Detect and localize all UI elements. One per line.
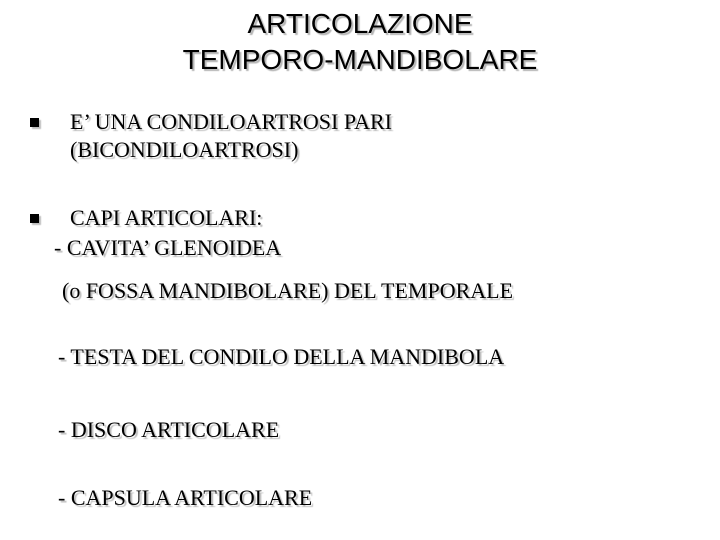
sub-item-capsula: - CAPSULA ARTICOLARE: [58, 485, 313, 510]
sub-item-cavita: - CAVITA’ GLENOIDEA: [54, 235, 282, 260]
slide-title-line-2: TEMPORO-MANDIBOLARE: [182, 44, 538, 75]
square-bullet-icon: [30, 214, 39, 223]
sub-item-testa: - TESTA DEL CONDILO DELLA MANDIBOLA: [58, 344, 505, 369]
item-2-line-1: CAPI ARTICOLARI:: [70, 205, 263, 230]
sub-item-disco: - DISCO ARTICOLARE: [58, 417, 280, 442]
square-bullet-icon: [30, 118, 39, 127]
sub-item-cavita-note: (o FOSSA MANDIBOLARE) DEL TEMPORALE: [62, 278, 514, 303]
item-1-line-1: E’ UNA CONDILOARTROSI PARI: [70, 109, 392, 134]
slide-title-line-1: ARTICOLAZIONE: [247, 8, 473, 39]
item-1-line-2: (BICONDILOARTROSI): [70, 137, 299, 162]
